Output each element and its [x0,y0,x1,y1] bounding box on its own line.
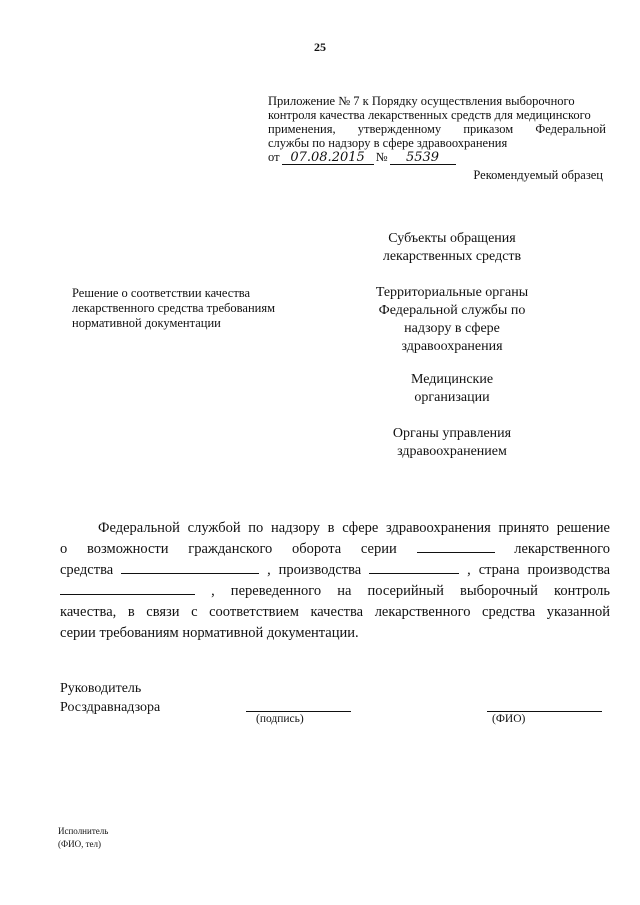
decision-title-line: Решение о соответствии качества [72,286,251,300]
order-number-handwritten: 5539 [390,152,456,165]
decision-title [72,286,322,331]
recipient-line: здравоохранения [401,339,503,354]
body-line-6: серии требованиям нормативной документации. [60,625,359,641]
signer-line: Руководитель [60,681,142,696]
recipient-block-3 [352,371,552,407]
country-blank [60,582,195,595]
recipient-line: лекарственных средств [382,249,522,264]
signer-line: Росздравнадзора [60,700,161,715]
recipient-line: Органы управления [392,426,512,441]
decision-body [60,518,610,644]
full-name-label: (ФИО) [492,713,526,725]
decision-title-line: нормативной документации [72,316,221,330]
signer-title [60,679,160,717]
executor-label: Исполнитель [58,826,109,836]
signature-line [246,711,351,712]
page-number: 25 [314,40,326,54]
recipient-block-4 [352,425,552,461]
signature-label: (подпись) [256,713,304,725]
appendix-line-2: контроля качества лекарственных средств для медицинского [268,108,591,122]
body-line-1: Федеральной службой по надзору в сфере здравоохранения принято решение [98,520,610,536]
decision-title-line: лекарственного средства требованиям [72,301,275,315]
appendix-line-3: применения, утвержденному приказом Федеральной [268,122,606,136]
full-name-line [487,711,602,712]
body-line-4 [60,581,610,602]
drug-name-blank [121,561,259,574]
body-text-segment: о возможности гражданского оборота серии [60,541,397,557]
body-line-5: качества, в связи с соответствием качества лекарственного средства указанной [60,604,610,620]
recipient-line: здравоохранением [397,444,507,459]
recipient-line: Медицинские [410,372,494,387]
executor-contact-label: (ФИО, тел) [58,839,102,849]
appendix-line-4: службы по надзору в сфере здравоохранения [268,136,508,150]
body-text-segment: лекарственного [514,541,611,557]
body-text-segment: , переведенного на посерийный выборочный контроль [211,583,610,599]
recipient-line: надзору в сфере [404,321,500,336]
body-line-2 [60,539,610,560]
series-blank [417,540,495,553]
appendix-line-1: Приложение № 7 к Порядку осуществления выборочного [268,94,575,108]
body-line-3 [60,560,610,581]
order-date-number-row [268,150,606,165]
recipient-line: Территориальные органы [375,285,529,300]
body-text-segment: , страна производства [467,562,611,578]
order-number-sign: № [375,150,388,164]
recipient-line: организации [414,390,490,405]
recipient-block-1 [352,230,552,266]
recommended-sample-label: Рекомендуемый образец [473,168,603,182]
recipient-block-2 [352,284,552,356]
executor-block [58,825,108,851]
body-text-segment: средства [60,562,114,578]
recipient-line: Субъекты обращения [388,231,516,246]
order-from-prefix: от [268,150,280,164]
recipient-line: Федеральной службы по [378,303,526,318]
body-text-segment: , производства [267,562,362,578]
order-date-handwritten: 07.08.2015 [282,152,374,165]
appendix-header [268,94,606,165]
manufacturer-blank [369,561,459,574]
